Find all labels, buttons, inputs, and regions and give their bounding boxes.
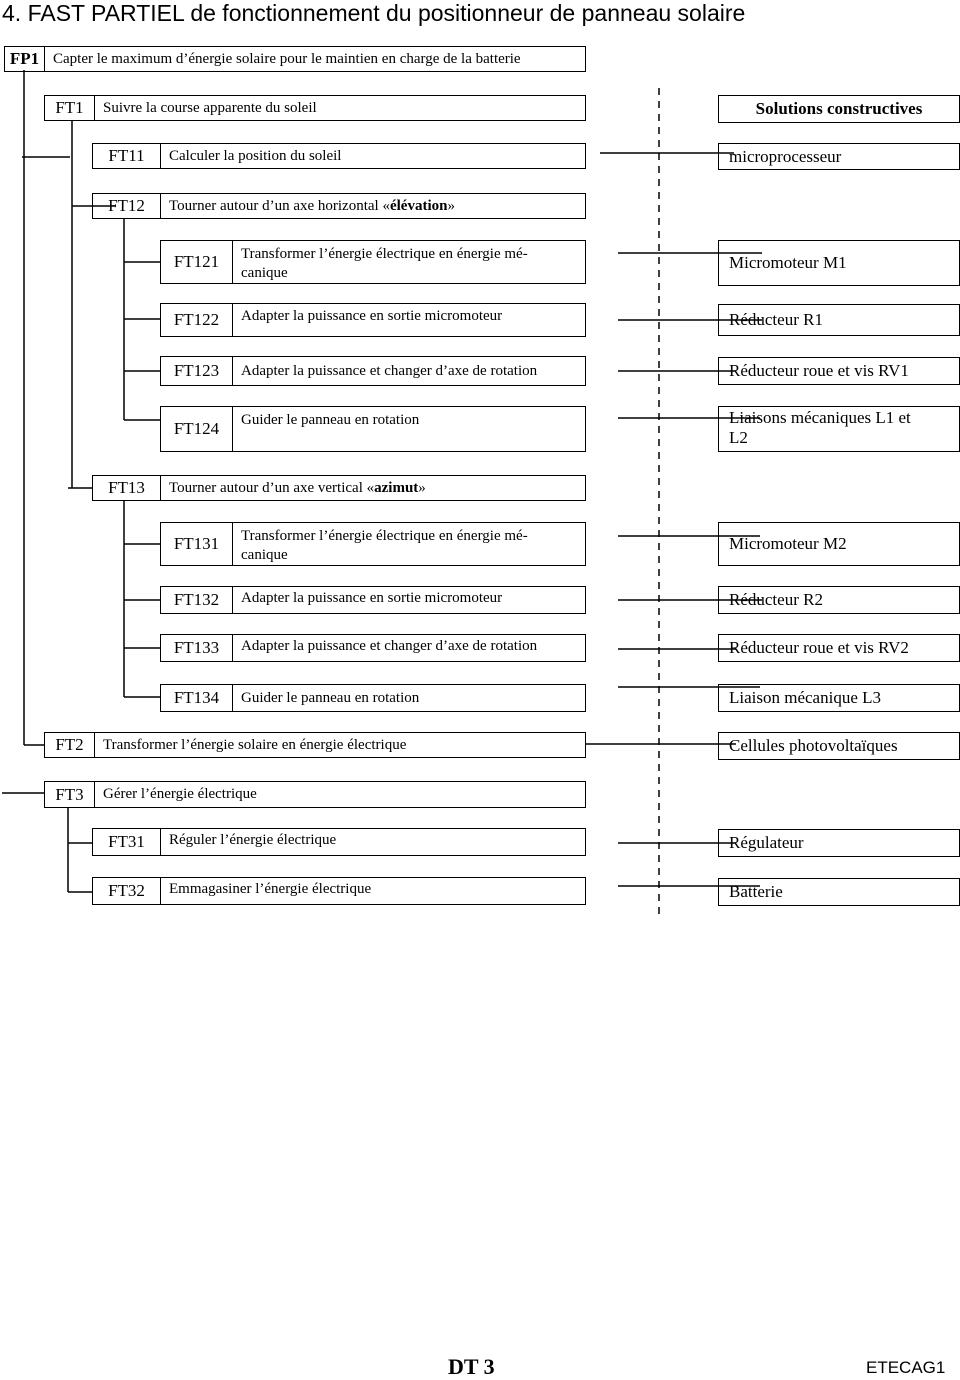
ft134-label: Guider le panneau en rotation	[241, 689, 420, 706]
ft12-label	[161, 194, 585, 218]
solution-ft124: Liaisons mécaniques L1 et L2	[718, 406, 960, 452]
solution-ft11: microprocesseur	[718, 143, 960, 170]
ft132-code: FT132	[161, 587, 233, 613]
ft2-code: FT2	[45, 733, 95, 757]
ft123-label: Adapter la puissance et changer d’axe de rotation	[241, 362, 538, 379]
ft131-code: FT131	[161, 523, 233, 565]
ft133-box	[160, 634, 586, 662]
ft32-box	[92, 877, 586, 905]
solution-ft121: Micromoteur M1	[718, 240, 960, 286]
ft131-label-line: Transformer l’énergie électrique en énergie mé-	[241, 528, 528, 544]
solution-ft134: Liaison mécanique L3	[718, 684, 960, 712]
ft124-box	[160, 406, 586, 452]
ft32-code: FT32	[93, 878, 161, 904]
solution-ft32: Batterie	[718, 878, 960, 906]
ft12-box	[92, 193, 586, 219]
ft13-label-bold: azimut	[374, 479, 419, 496]
ft2-box	[44, 732, 586, 758]
ft12-label-bold: élévation	[389, 197, 448, 214]
ft1-label: Suivre la course apparente du soleil	[103, 99, 317, 116]
ft132-label: Adapter la puissance en sortie micromoteur	[241, 590, 503, 606]
ft12-code: FT12	[93, 194, 161, 218]
ft12-label-pre: Tourner autour d’un axe horizontal «	[169, 197, 390, 214]
ft122-code: FT122	[161, 304, 233, 336]
ft13-label	[161, 476, 585, 500]
ft123-box	[160, 356, 586, 386]
ft121-label-line2: canique	[241, 265, 288, 281]
solution-ft2: Cellules photovoltaïques	[718, 732, 960, 760]
ft121-code: FT121	[161, 241, 233, 283]
ft121-label-line: Transformer l’énergie électrique en énergie mé-	[241, 246, 528, 262]
ft134-code: FT134	[161, 685, 233, 711]
ft121-box	[160, 240, 586, 284]
ft133-label: Adapter la puissance et changer d’axe de rotation	[241, 638, 538, 654]
ft11-code: FT11	[93, 144, 161, 168]
solution-ft132: Réducteur R2	[718, 586, 960, 614]
ft13-box	[92, 475, 586, 501]
ft131-label-line2: canique	[241, 547, 288, 563]
ft31-label: Réguler l’énergie électrique	[169, 832, 337, 848]
ft12-label-post: »	[447, 197, 455, 214]
ft3-box	[44, 781, 586, 808]
ft13-label-post: »	[418, 479, 426, 496]
ft13-code: FT13	[93, 476, 161, 500]
ft11-box	[92, 143, 586, 169]
footer-document-id: DT 3	[448, 1354, 495, 1379]
solution-ft123: Réducteur roue et vis RV1	[718, 357, 960, 385]
solutions-header: Solutions constructives	[718, 95, 960, 123]
ft31-code: FT31	[93, 829, 161, 855]
page-title: 4. FAST PARTIEL de fonctionnement du positionneur de panneau solaire	[2, 0, 746, 26]
footer-code: ETECAG1	[866, 1358, 946, 1377]
ft122-label: Adapter la puissance en sortie micromoteur	[241, 308, 503, 324]
ft11-label: Calculer la position du soleil	[169, 147, 342, 164]
ft121-label	[233, 241, 585, 283]
fp1-code: FP1	[5, 47, 45, 71]
ft31-box	[92, 828, 586, 856]
solution-ft133: Réducteur roue et vis RV2	[718, 634, 960, 662]
ft123-code: FT123	[161, 357, 233, 385]
ft133-code: FT133	[161, 635, 233, 661]
ft134-box	[160, 684, 586, 712]
ft131-box	[160, 522, 586, 566]
ft13-label-pre: Tourner autour d’un axe vertical «	[169, 479, 375, 496]
ft131-label	[233, 523, 585, 565]
ft132-box	[160, 586, 586, 614]
fp1-box	[4, 46, 586, 72]
ft3-label: Gérer l’énergie électrique	[103, 786, 257, 802]
fp1-label: Capter le maximum d’énergie solaire pour le maintien en charge de la batterie	[53, 50, 521, 67]
solution-ft31: Régulateur	[718, 829, 960, 857]
ft32-label: Emmagasiner l’énergie électrique	[169, 881, 372, 897]
ft122-box	[160, 303, 586, 337]
ft2-label: Transformer l’énergie solaire en énergie électrique	[103, 736, 407, 753]
solution-ft131: Micromoteur M2	[718, 522, 960, 566]
ft124-label: Guider le panneau en rotation	[241, 412, 420, 428]
ft1-box	[44, 95, 586, 121]
ft3-code: FT3	[45, 782, 95, 807]
ft1-code: FT1	[45, 96, 95, 120]
ft124-code: FT124	[161, 407, 233, 451]
solution-ft122: Réducteur R1	[718, 304, 960, 336]
